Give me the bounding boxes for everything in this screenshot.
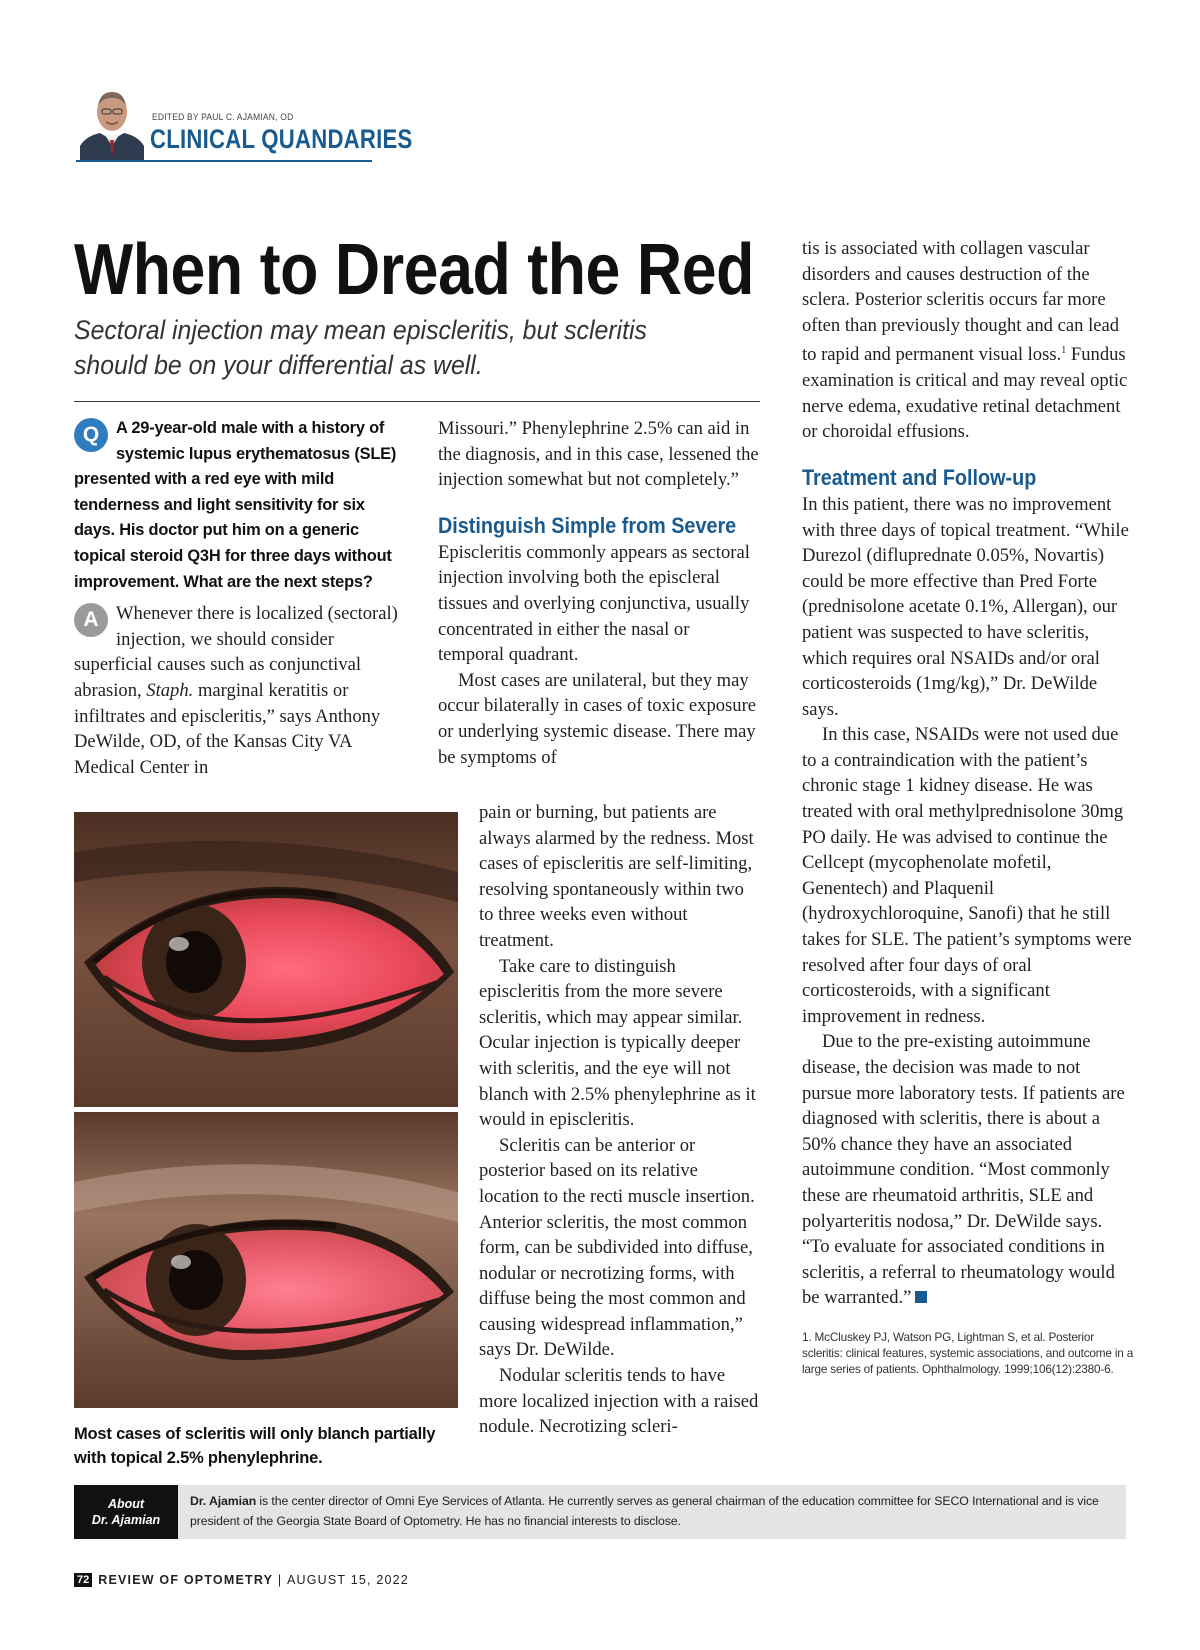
about-label-line1: About: [107, 1497, 145, 1511]
issue-date: AUGUST 15, 2022: [286, 1573, 409, 1587]
end-mark: [915, 1291, 927, 1303]
column-2-bottom: [479, 800, 760, 1440]
figure-caption: Most cases of scleritis will only blanch partially with topical 2.5% phenylephrine.: [74, 1425, 436, 1467]
page-number: 72: [74, 1573, 92, 1587]
question-badge: Q: [74, 418, 108, 452]
col3-paragraph-3: [802, 1029, 1134, 1311]
col2-paragraph-1: Episcleritis commonly appears as sectoral injection involving both the episcleral tissues and overlying conjunctiva, usually concentrated in either the nasal or temporal quadrant.: [438, 541, 750, 666]
col2-paragraph-5: Nodular scleritis tends to have more localized injection with a raised nodule. Necrotizing scleri-: [479, 1365, 759, 1438]
column-3: [802, 236, 1134, 1377]
qa-block: [74, 416, 400, 780]
answer-text-2: marginal keratitis or infiltrates and episcleritis,” says Anthony DeWilde, OD, of the Kansas City VA Medical Center in: [74, 679, 381, 778]
heading-distinguish: Distinguish Simple from Severe: [438, 512, 737, 538]
col3-paragraph-2: In this case, NSAIDs were not used due to a contraindication with the patient’s chronic stage 1 kidney disease. He was treated with oral methylprednisolone 30mg PO daily. He was advised to continue the Cellcept (mycophenolate mofetil, Genentech) and Plaquenil (hydroxychloroquine, Sanofi) that he still takes for SLE. The patient’s symptoms were resolved after four days of oral corticosteroids, with a significant improvement in redness.: [802, 724, 1132, 1027]
reference-mark: 1: [1061, 345, 1067, 357]
journal-name: REVIEW OF OPTOMETRY: [98, 1573, 274, 1587]
eye-photo-before: [74, 812, 458, 1107]
about-label-line2: Dr. Ajamian: [91, 1513, 161, 1527]
answer-badge: A: [74, 603, 108, 637]
col2-paragraph-2-cont: pain or burning, but patients are always alarmed by the redness. Most cases of episcleritis are self-limiting, resolving spontaneously within two to three weeks even without treatment.: [479, 802, 754, 951]
about-text: [190, 1491, 1110, 1531]
footer-separator: |: [273, 1573, 287, 1587]
col3-paragraph-3-text: Due to the pre-existing autoimmune disease, the decision was made to not pursue more laboratory tests. If patients are diagnosed with scleritis, there is about a 50% chance they have an associated autoimmune condition. “Most commonly these are rheumatoid arthritis, SLE and polyarteritis nodosa,” Dr. DeWilde says. “To evaluate for associated conditions in scleritis, a referral to rheumatology would be warranted.”: [802, 1031, 1125, 1309]
column-2-top: [438, 416, 760, 770]
editor-portrait: [76, 80, 148, 160]
col3-paragraph-1: In this patient, there was no improvement with three days of topical treatment. “While Durezol (difluprednate 0.05%, Novartis) could be more effective than Pred Forte (prednisolone acetate 0.1%, Allergan), our patient was suspected to have scleritis, which requires oral NSAIDs and/or oral corticosteroids (1mg/kg),” Dr. DeWilde says.: [802, 493, 1129, 720]
col2-paragraph-3: Take care to distinguish episcleritis from the more severe scleritis, which may appear similar. Ocular injection is typically deeper with scleritis, and the eye will not blanch with 2.5% phenylephrine as it would in episcleritis.: [479, 955, 756, 1131]
header-rule: [76, 160, 372, 162]
col2-paragraph-2: Most cases are unilateral, but they may occur bilaterally in cases of toxic exposure or underlying systemic disease. There may be symptoms of: [438, 669, 757, 768]
question: [74, 416, 400, 595]
heading-treatment: Treatment and Follow-up: [802, 464, 1037, 490]
about-bio: is the center director of Omni Eye Services of Atlanta. He currently serves as general chairman of the education committee for SECO International and is vice president of the Georgia State Board of Optometry. He has no financial interests to disclose.: [190, 1494, 1099, 1528]
article-subtitle: Sectoral injection may mean episcleritis, but scleritis should be on your differential as well.: [74, 315, 647, 380]
article-title: When to Dread the Red: [74, 230, 754, 310]
col2-continued: Missouri.” Phenylephrine 2.5% can aid in the diagnosis, and in this case, lessened the injection somewhat but not completely.”: [438, 418, 759, 491]
eye-photo-after: [74, 1112, 458, 1408]
col3-continued-b: Fundus examination is critical and may reveal optic nerve edema, exudative retinal detachment or choroidal effusions.: [802, 344, 1128, 443]
question-text: A 29-year-old male with a history of systemic lupus erythematosus (SLE) presented with a red eye with mild tenderness and light sensitivity for six days. His doctor put him on a generic topical steroid Q3H for three days without improvement. What are the next steps?: [74, 419, 397, 591]
about-name: Dr. Ajamian: [190, 1494, 257, 1508]
col2-paragraph-4: Scleritis can be anterior or posterior based on its relative location to the recti muscle insertion. Anterior scleritis, the most common form, can be subdivided into diffuse, nodular or necrotizing forms, with diffuse being the most common and causing widespread inflammation,” says Dr. DeWilde.: [479, 1134, 755, 1361]
page-footer: [74, 1573, 409, 1587]
footnote: 1. McCluskey PJ, Watson PG, Lightman S, et al. Posterior scleritis: clinical features, systemic associations, and outcome in a large series of patients. Ophthalmology. 1999;106(12):2380-6.: [802, 1329, 1134, 1376]
section-name: CLINICAL QUANDARIES: [150, 124, 413, 154]
answer-text-1: Whenever there is localized (sectoral) injection, we should consider superficial causes such as conjunctival abrasion,: [74, 603, 398, 701]
editor-credit: EDITED BY PAUL C. AJAMIAN, OD: [152, 112, 294, 123]
answer-staph: Staph.: [146, 679, 194, 701]
col3-continued: [802, 236, 1134, 445]
answer: [74, 601, 400, 780]
col3-continued-a: tis is associated with collagen vascular disorders and causes destruction of the sclera. Posterior scleritis occurs far more often than previously thought and can lead to rapid and permanent visual loss.: [802, 238, 1120, 366]
about-label: [74, 1485, 178, 1539]
title-rule: [74, 401, 760, 402]
